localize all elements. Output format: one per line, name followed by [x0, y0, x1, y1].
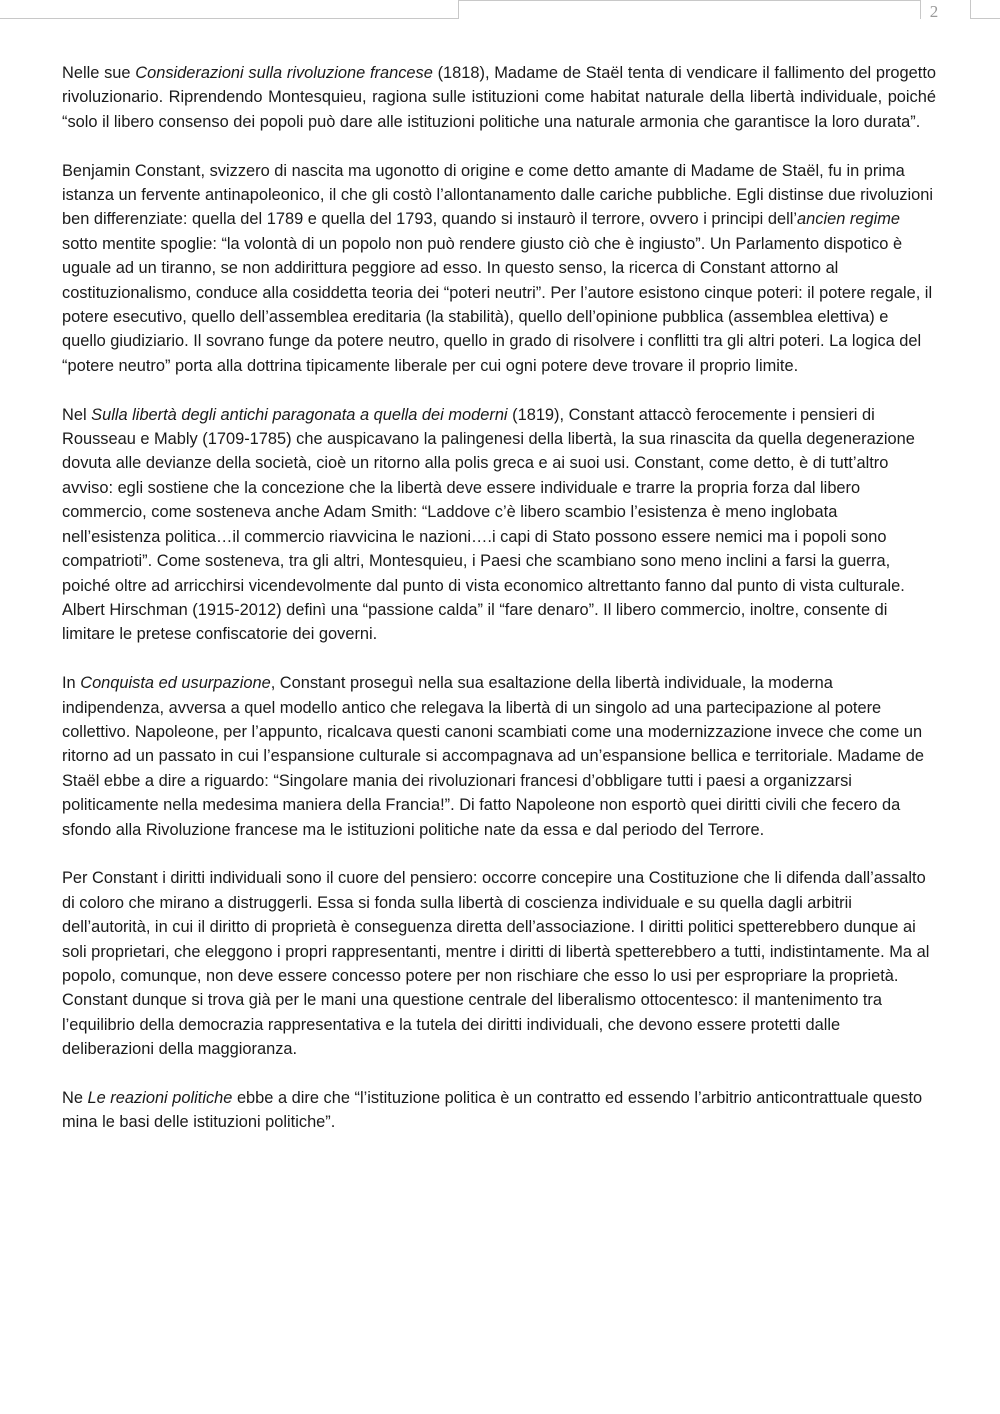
paragraph-diritti-individuali: Per Constant i diritti individuali sono il cuore del pensiero: occorre concepire una Costituzione che li difenda dall’assalto di coloro che mirano a distruggerli. Essa si fonda sulla libertà di coscienza individuale e su quella dagli arbitrii dell’autorità, in cui il diritto di proprietà è conseguenza diretta dell’associazione. I diritti politici spetterebbero dunque ai soli proprietari, che eleggono i propri rappresentanti, mentre i diritti di libertà spetterebbero a tutti, indistintamente. Ma al popolo, comunque, non deve essere concesso potere per non rischiare che esso lo usi per espropriare la proprietà. Constant dunque si trova già per le mani una questione centrale del liberalismo ottocentesco: il mantenimento tra l’equilibrio della democrazia rappresentativa e la tutela dei diritti individuali, che devono essere protetti dalle deliberazioni della maggioranza. — [62, 869, 930, 1059]
header-rule-tick-right — [920, 0, 921, 19]
paragraph-reazioni-politiche: Ne Le reazioni politiche ebbe a dire che “l’istituzione politica è un contratto ed essendo l’arbitrio anticontrattuale questo mina le basi delle istituzioni politiche”. — [62, 1088, 923, 1132]
header-rule-left — [0, 18, 458, 19]
book-title: Considerazioni sulla rivoluzione francese — [135, 64, 433, 82]
paragraph-conquista: In Conquista ed usurpazione, Constant proseguì nella sua esaltazione della libertà individuale, la moderna indipendenza, avversa a quel modello antico che relegava la libertà di un singolo ad una partecipazione al potere collettivo. Napoleone, per l’appunto, ricalcava questi canoni scambiati come una modernizzazione invece che come un ritorno ad un passato in cui l’espansione culturale si accompagnava ad un’espansione bellica e territoriale. Madame de Staël ebbe a dire a riguardo: “Singolare mania dei rivoluzionari francesi d’obbligare tutti i paesi a organizzarsi politicamente nella medesima maniera della Francia!”. Di fatto Napoleone non esportò quei diritti civili che fecero da sfondo alla Rivoluzione francese ma le istituzioni politiche nate da essa e dal periodo del Terrore. — [62, 674, 924, 839]
header-rule-tick — [458, 0, 459, 19]
paragraph-stael: Nelle sue Considerazioni sulla rivoluzione francese (1818), Madame de Staël tenta di vendicare il fallimento del progetto rivoluzionario. Riprendendo Montesquieu, ragiona sulle istituzioni come habitat naturale della libertà individuale, poiché “solo il libero consenso dei popoli può dare alle istituzioni politiche una naturale armonia che garantisce la loro durata”. — [62, 64, 936, 131]
header-rule-corner-bottom — [970, 18, 1000, 19]
book-title: Le reazioni politiche — [87, 1088, 233, 1107]
header-rule-corner — [970, 0, 971, 19]
paragraph-liberta-antichi: Nel Sulla libertà degli antichi paragonata a quella dei moderni (1819), Constant attaccò ferocemente i pensieri di Rousseau e Mably (1709-1785) che auspicavano la palingenesi della libertà, la sua rinascita da quella degenerazione dovuta alle devianze della società, cioè un ritorno alla polis greca e ai suoi usi. Constant, come detto, è di tutt’altro avviso: egli sostiene che la concezione che la libertà deve essere individuale e trarre la propria forza dal libero commercio, come sosteneva anche Adam Smith: “Laddove c’è libero scambio l’esistenza è meno inglobata nell’esistenza politica…il commercio riavvicina le nazioni….i capi di Stato possono essere nemici ma i popoli sono compatrioti”. Come sosteneva, tra gli altri, Montesquieu, i Paesi che scambiano sono meno inclini a farsi la guerra, poiché oltre ad arricchirsi vicendevolmente dal punto di vista economico altrettanto fanno dal punto di vista culturale. Albert Hirschman (1915-2012) definì una “passione calda” il “fare denaro”. Il libero commercio, inoltre, consente di limitare le pretese confiscatorie dei governi. — [62, 405, 915, 644]
italic-term: ancien regime — [797, 210, 900, 229]
page-number: 2 — [929, 2, 939, 21]
paragraph-constant-poteri: Benjamin Constant, svizzero di nascita ma ugonotto di origine e come detto amante di Madame de Staël, fu in prima istanza un fervente antinapoleonico, il che gli costò l’allontanamento dalle cariche pubbliche. Egli distinse due rivoluzioni ben differenziate: quella del 1789 e quella del 1793, quando si instaurò il terrore, ovvero i principi dell’ancien regime sotto mentite spoglie: “la volontà di un popolo non può rendere giusto ciò che è ingiusto”. Un Parlamento dispotico è uguale ad un tiranno, se non addirittura peggiore ad esso. In questo senso, la ricerca di Constant attorno al costituzionalismo, conduce alla cosiddetta teoria dei “poteri neutri”. Per l’autore esistono cinque poteri: il potere regale, il potere esecutivo, quello dell’assemblea ereditaria (la stabilità), quello dell’opinione pubblica (assemblea elettiva) e quello giudiziario. Il sovrano funge da potere neutro, quello in grado di risolvere i conflitti tra gli altri poteri. La logica del “potere neutro” porta alla dottrina tipicamente liberale per cui ogni potere deve trovare il proprio limite. — [62, 161, 934, 375]
header-rule-top — [458, 0, 920, 1]
book-title: Sulla libertà degli antichi paragonata a quella dei moderni — [91, 405, 508, 424]
book-title: Conquista ed usurpazione — [80, 674, 271, 693]
document-body — [62, 61, 936, 1159]
